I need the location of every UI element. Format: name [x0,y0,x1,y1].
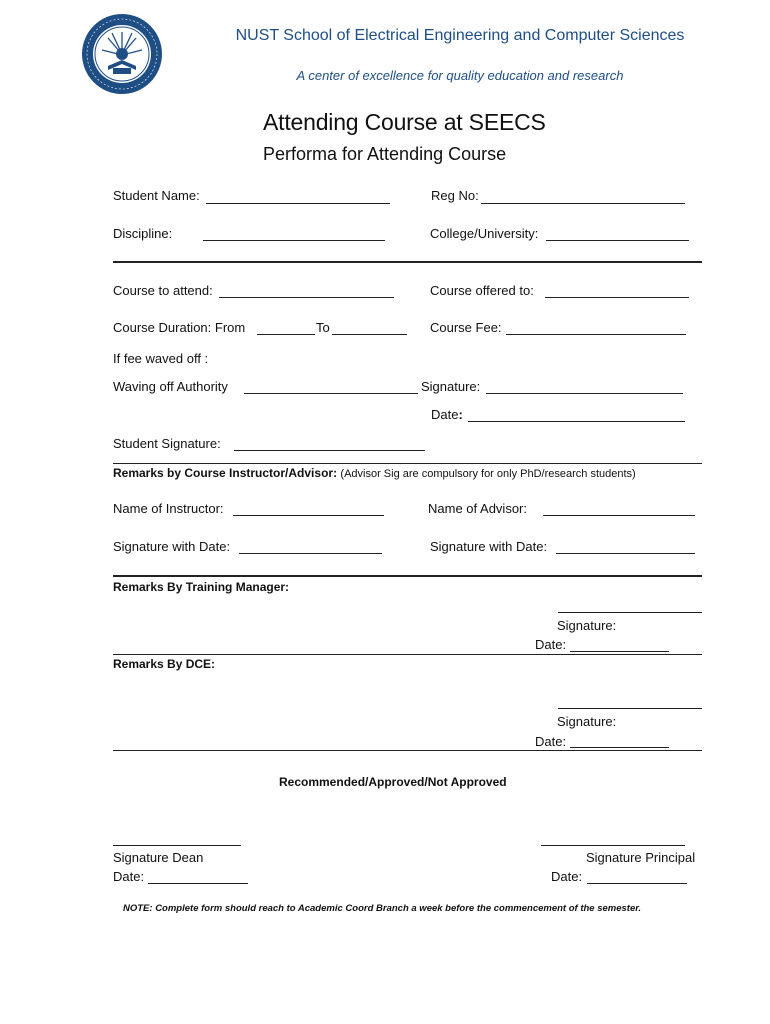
course-to-attend-label: Course to attend: [113,283,213,298]
discipline-label: Discipline: [113,226,173,241]
dce-signature-field[interactable] [558,708,702,709]
authority-date-label: Date: [431,407,463,422]
remarks-instructor-heading: Remarks by Course Instructor/Advisor: (Advisor Sig are compulsory for only PhD/research students) [113,466,636,480]
university-seal-icon [80,12,164,96]
principal-date-field[interactable] [587,883,687,884]
institution-name: NUST School of Electrical Engineering and Computer Sciences [235,27,685,44]
course-offered-to-field[interactable] [545,297,689,298]
name-advisor-field[interactable] [543,515,695,516]
section-divider [113,654,702,655]
dean-date-label: Date: [113,869,145,884]
advisor-sig-date-field[interactable] [556,553,695,554]
dce-date-label: Date: [535,734,567,749]
dean-date-field[interactable] [148,883,248,884]
duration-from-field[interactable] [257,334,315,335]
reg-no-field[interactable] [481,203,685,204]
training-date-label: Date: [535,637,567,652]
discipline-field[interactable] [203,240,385,241]
course-fee-label: Course Fee: [430,320,502,335]
training-signature-label: Signature: [557,618,617,633]
student-signature-label: Student Signature: [113,436,221,451]
course-fee-field[interactable] [506,334,686,335]
instructor-sig-date-field[interactable] [239,553,382,554]
course-duration-label: Course Duration: From [113,320,246,335]
reg-no-label: Reg No: [431,188,479,203]
signature-dean-label: Signature Dean [113,850,204,865]
submission-note: NOTE: Complete form should reach to Academic Coord Branch a week before the commencement of the semester. [123,903,642,914]
student-name-label: Student Name: [113,188,200,203]
section-divider [113,575,702,577]
section-divider [113,750,702,751]
waving-authority-label: Waving off Authority [113,379,228,394]
section-divider [113,463,702,464]
waving-authority-field[interactable] [244,393,418,394]
section-divider [113,261,702,263]
authority-signature-field[interactable] [486,393,683,394]
name-instructor-field[interactable] [233,515,384,516]
course-offered-to-label: Course offered to: [430,283,534,298]
name-instructor-label: Name of Instructor: [113,501,224,516]
duration-to-label: To [316,320,330,335]
dce-signature-label: Signature: [557,714,617,729]
fee-waived-label: If fee waved off : [113,351,209,366]
signature-principal-label: Signature Principal [586,850,696,865]
principal-signature-field[interactable] [541,845,685,846]
authority-signature-label: Signature: [421,379,481,394]
tagline: A center of excellence for quality education and research [296,68,624,83]
instructor-sig-date-label: Signature with Date: [113,539,231,554]
student-name-field[interactable] [206,203,390,204]
training-date-field[interactable] [570,651,669,652]
principal-date-label: Date: [551,869,583,884]
form-title: Attending Course at SEECS [263,109,546,135]
remarks-training-heading: Remarks By Training Manager: [113,580,290,594]
dean-signature-field[interactable] [113,845,241,846]
advisor-sig-date-label: Signature with Date: [430,539,548,554]
authority-date-field[interactable] [468,421,685,422]
college-label: College/University: [430,226,539,241]
course-to-attend-field[interactable] [219,297,394,298]
duration-to-field[interactable] [332,334,407,335]
dce-date-field[interactable] [570,747,669,748]
name-advisor-label: Name of Advisor: [428,501,527,516]
training-signature-field[interactable] [558,612,702,613]
approval-status: Recommended/Approved/Not Approved [279,775,507,789]
college-field[interactable] [546,240,689,241]
form-subtitle: Performa for Attending Course [263,144,507,164]
student-signature-field[interactable] [234,450,425,451]
remarks-dce-heading: Remarks By DCE: [113,657,216,671]
